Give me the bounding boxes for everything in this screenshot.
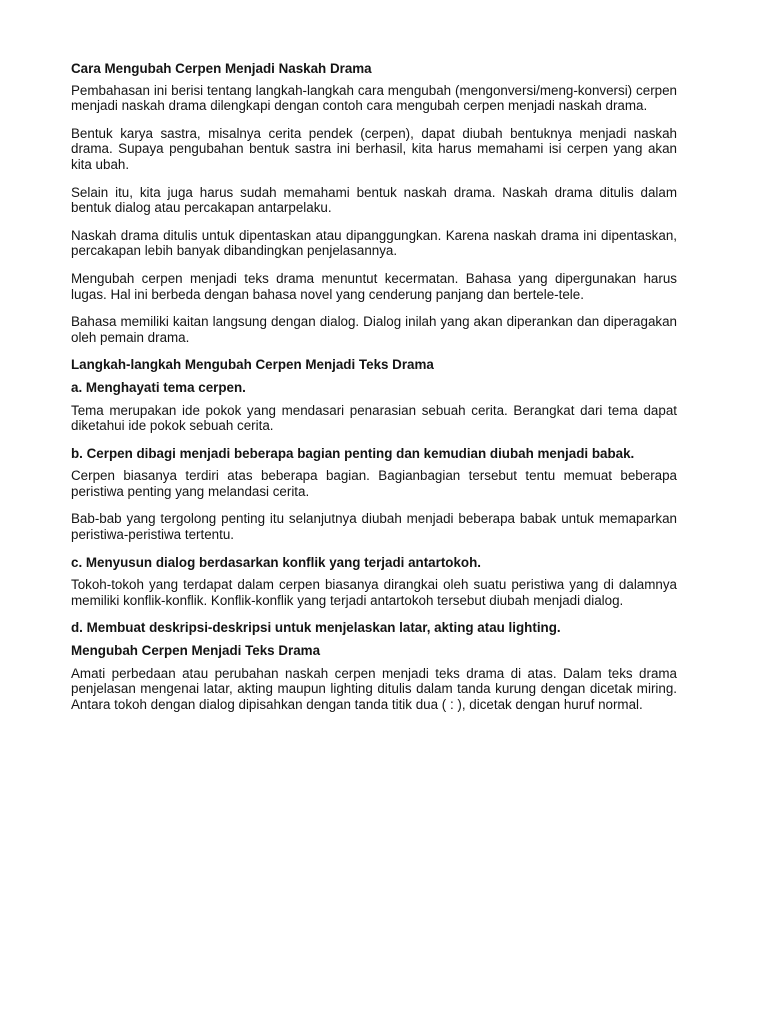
- steps-heading: Langkah-langkah Mengubah Cerpen Menjadi Teks Drama: [71, 357, 434, 373]
- intro-paragraph-5: Mengubah cerpen menjadi teks drama menuntut kecermatan. Bahasa yang dipergunakan harus lugas. Hal ini berbeda dengan bahasa novel yang cenderung panjang dan bertele-tele.: [71, 270, 677, 302]
- document-page: [71, 61, 677, 724]
- intro-paragraph-6: Bahasa memiliki kaitan langsung dengan dialog. Dialog inilah yang akan diperankan dan diperagakan oleh pemain drama.: [71, 314, 677, 345]
- step-a-heading: a. Menghayati tema cerpen.: [71, 379, 246, 395]
- step-a-paragraph: Tema merupakan ide pokok yang mendasari penarasian sebuah cerita. Berangkat dari tema dapat diketahui ide pokok sebuah cerita.: [71, 402, 677, 434]
- intro-paragraph-2: Bentuk karya sastra, misalnya cerita pendek (cerpen), dapat diubah bentuknya menjadi naskah drama. Supaya pengubahan bentuk sastra ini berhasil, kita harus memahami isi cerpen yang akan kita ubah.: [71, 125, 677, 172]
- step-b-heading: b. Cerpen dibagi menjadi beberapa bagian penting dan kemudian diubah menjadi babak.: [71, 445, 635, 461]
- step-d-heading: d. Membuat deskripsi-deskripsi untuk menjelaskan latar, akting atau lighting.: [71, 620, 561, 636]
- document-title: Cara Mengubah Cerpen Menjadi Naskah Drama: [71, 61, 372, 76]
- intro-paragraph-1: Pembahasan ini berisi tentang langkah-langkah cara mengubah (mengonversi/meng-konversi) cerpen menjadi naskah drama dilengkapi dengan contoh cara mengubah cerpen menjadi naskah drama.: [71, 82, 677, 114]
- section2-heading: Mengubah Cerpen Menjadi Teks Drama: [71, 643, 321, 659]
- step-c-heading: c. Menyusun dialog berdasarkan konflik yang terjadi antartokoh.: [71, 554, 481, 570]
- step-b-paragraph-1: Cerpen biasanya terdiri atas beberapa bagian. Bagianbagian tersebut tentu memuat beberapa peristiwa penting yang melandasi cerita.: [71, 468, 677, 499]
- intro-paragraph-4: Naskah drama ditulis untuk dipentaskan atau dipanggungkan. Karena naskah drama ini dipentaskan, percakapan lebih banyak dibandingkan penjelasannya.: [71, 227, 677, 259]
- section2-paragraph: Amati perbedaan atau perubahan naskah cerpen menjadi teks drama di atas. Dalam teks drama penjelasan mengenai latar, akting maupun lighting ditulis dalam tanda kurung dengan dicetak miring. Antara tokoh dengan dialog dipisahkan dengan tanda titik dua ( : ), dicetak dengan huruf normal.: [71, 665, 677, 712]
- step-c-paragraph: Tokoh-tokoh yang terdapat dalam cerpen biasanya dirangkai oleh suatu peristiwa yang di dalamnya memiliki konflik-konflik. Konflik-konflik yang terjadi antartokoh tersebut diubah menjadi dialog.: [71, 577, 677, 608]
- intro-paragraph-3: Selain itu, kita juga harus sudah memahami bentuk naskah drama. Naskah drama ditulis dalam bentuk dialog atau percakapan antarpelaku.: [71, 184, 677, 216]
- step-b-paragraph-2: Bab-bab yang tergolong penting itu selanjutnya diubah menjadi beberapa babak untuk memaparkan peristiwa-peristiwa tertentu.: [71, 511, 677, 543]
